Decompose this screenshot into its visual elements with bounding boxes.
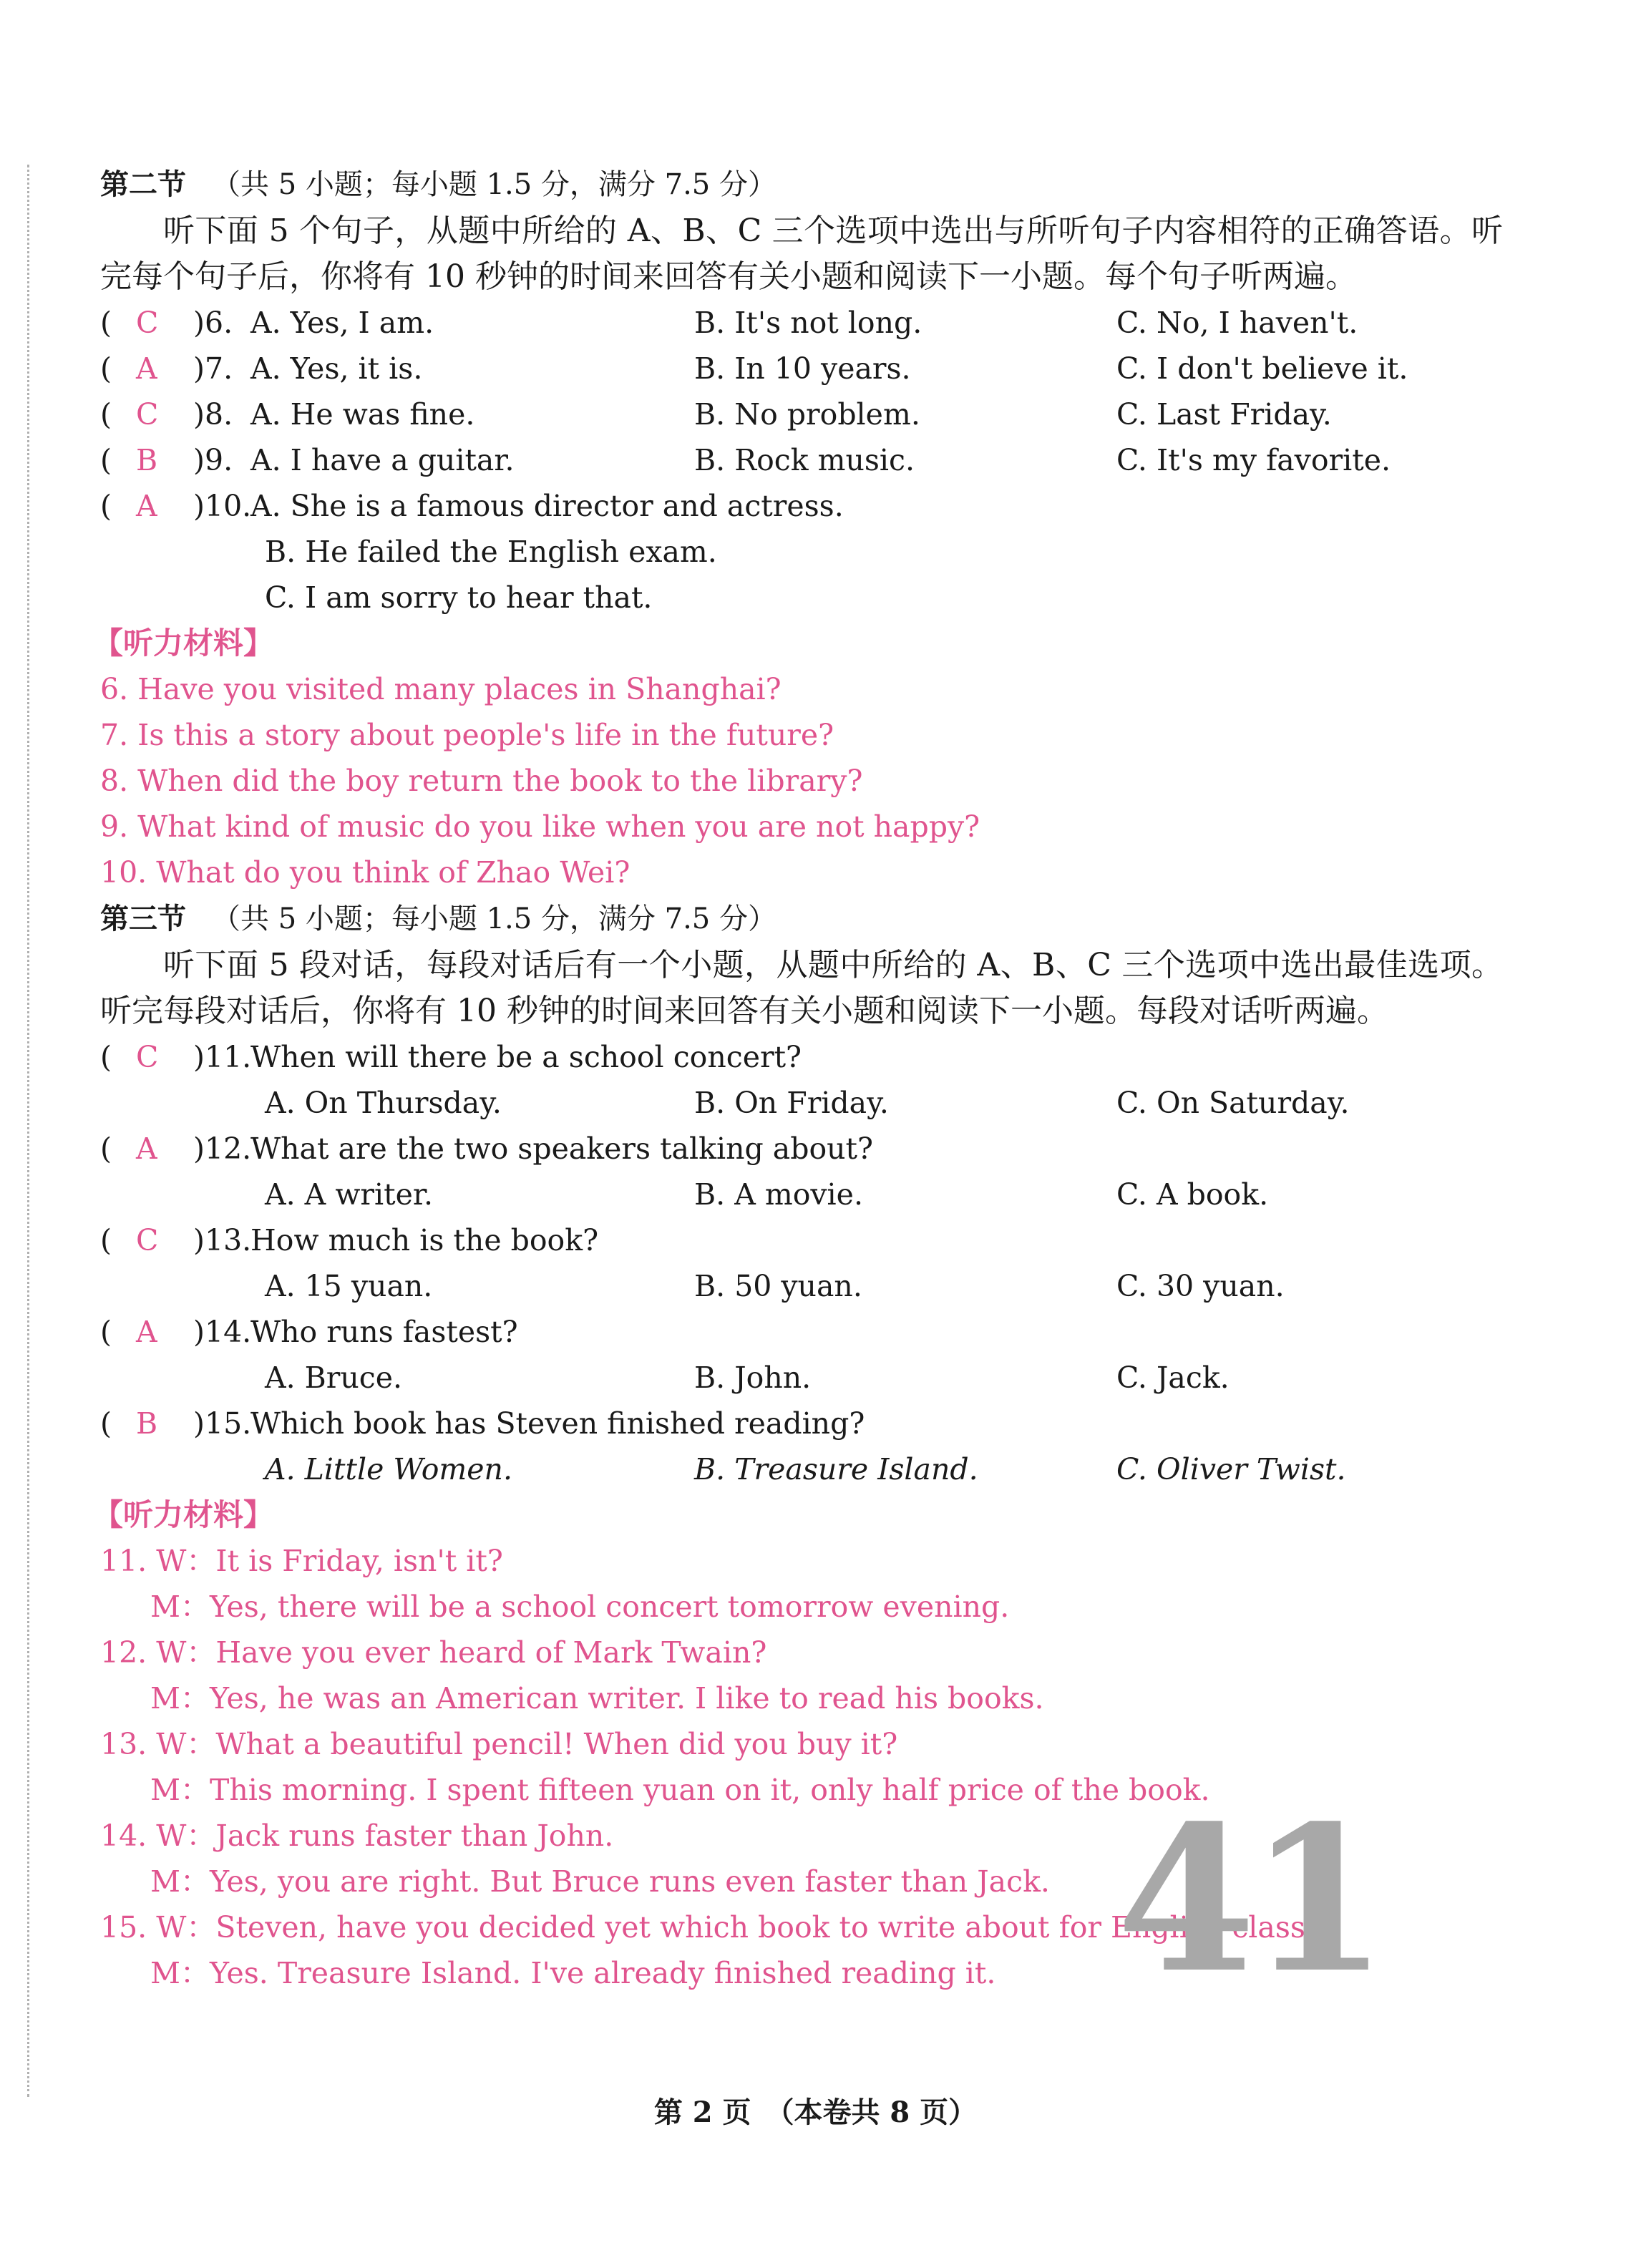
dialogue-man-line: M：Yes, there will be a school concert tomorrow evening. (150, 1590, 1010, 1624)
page-number-stamp: 41 (1116, 1782, 1381, 2018)
option-a: A. A writer. (265, 1177, 433, 1212)
option-b: B. Treasure Island. (694, 1452, 978, 1486)
option-a: A. Little Women. (265, 1452, 512, 1486)
option-c: C. On Saturday. (1116, 1086, 1350, 1120)
option-c: C. I don't believe it. (1116, 351, 1408, 386)
question-text: What are the two speakers talking about? (250, 1131, 873, 1166)
option-b: B. No problem. (694, 397, 920, 432)
question-text: How much is the book? (250, 1223, 599, 1257)
question-number: )13. (193, 1223, 252, 1257)
options-row (100, 1355, 1503, 1401)
question-row (100, 437, 1503, 483)
section-3-title: 第三节 (100, 902, 186, 935)
answer-letter: B (136, 1406, 158, 1441)
question-row (100, 391, 1503, 437)
option-b: B. In 10 years. (694, 351, 911, 386)
option-c: C. A book. (1116, 1177, 1269, 1212)
answer-bracket: ( A )14. (100, 1309, 250, 1355)
dialogue-woman-line: 12. W：Have you ever heard of Mark Twain? (100, 1635, 767, 1670)
question-text: Which book has Steven finished reading? (250, 1406, 865, 1441)
option-c: C. Jack. (1116, 1361, 1230, 1395)
answer-letter: C (136, 306, 159, 340)
option-b: B. He failed the English exam. (265, 535, 717, 569)
question-text: Who runs fastest? (250, 1315, 518, 1349)
question-number: )8. (193, 397, 233, 432)
question-row (100, 1401, 1503, 1446)
question-number: )15. (193, 1406, 252, 1441)
answer-letter: A (136, 351, 157, 386)
question-number: )12. (193, 1131, 252, 1166)
option-c: C. 30 yuan. (1116, 1269, 1285, 1303)
question-row (100, 483, 1503, 529)
answer-letter: A (136, 1131, 157, 1166)
option-b: B. A movie. (694, 1177, 863, 1212)
section-2-title: 第二节 (100, 167, 186, 201)
page-footer: 第 2 页 （本卷共 8 页） (653, 2096, 978, 2129)
option-a: A. She is a famous director and actress. (250, 489, 844, 523)
question-number: )11. (193, 1040, 252, 1074)
answer-letter: A (136, 1315, 157, 1349)
answer-bracket: ( C )6. (100, 300, 250, 346)
question-number: )7. (193, 351, 233, 386)
question-number: )14. (193, 1315, 252, 1349)
question-row (100, 1217, 1503, 1263)
question-row (100, 1309, 1503, 1355)
listening-line: 7. Is this a story about people's life in the future? (100, 718, 834, 752)
options-row (100, 1080, 1503, 1126)
answer-bracket: ( C )13. (100, 1217, 250, 1263)
answer-letter: C (136, 1040, 159, 1074)
section-3-intro: 听下面 5 段对话，每段对话后有一个小题，从题中所给的 A、B、C 三个选项中选出最佳选项。听完每段对话后，你将有 10 秒钟的时间来回答有关小题和阅读下一小题。每段对话听两遍。 (100, 947, 1503, 1029)
section-3-note: （共 5 小题；每小题 1.5 分，满分 7.5 分） (212, 902, 776, 935)
question-row (100, 1034, 1503, 1080)
exam-page (93, 161, 1503, 1996)
option-b: B. John. (694, 1361, 812, 1395)
options-row (100, 1446, 1503, 1492)
option-b: B. On Friday. (694, 1086, 889, 1120)
answer-bracket: ( A )7. (100, 346, 250, 391)
answer-bracket: ( B )15. (100, 1401, 250, 1446)
option-a: A. On Thursday. (265, 1086, 502, 1120)
listening-line: 8. When did the boy return the book to the library? (100, 764, 863, 798)
answer-bracket: ( C )8. (100, 391, 250, 437)
option-a: A. Yes, it is. (250, 351, 423, 386)
dialogue-woman-line: 14. W：Jack runs faster than John. (100, 1819, 614, 1853)
section-2-intro: 听下面 5 个句子，从题中所给的 A、B、C 三个选项中选出与所听句子内容相符的正确答语。听完每个句子后，你将有 10 秒钟的时间来回答有关小题和阅读下一小题。每个句子听两遍。 (100, 213, 1503, 295)
option-a: A. I have a guitar. (250, 443, 515, 477)
option-a: A. Yes, I am. (250, 306, 434, 340)
option-b: B. 50 yuan. (694, 1269, 862, 1303)
section-2-heading (100, 161, 1503, 208)
options-row (100, 1172, 1503, 1217)
listening-line: 9. What kind of music do you like when you are not happy? (100, 809, 980, 844)
listening-line: 6. Have you visited many places in Shanghai? (100, 672, 782, 706)
question-row (100, 1126, 1503, 1172)
option-c: C. Oliver Twist. (1116, 1452, 1346, 1486)
section-2-note: （共 5 小题；每小题 1.5 分，满分 7.5 分） (212, 168, 776, 201)
option-c: C. Last Friday. (1116, 397, 1332, 432)
question-number: )10. (193, 489, 252, 523)
dialogue-woman-line: 11. W：It is Friday, isn't it? (100, 1544, 503, 1578)
answer-bracket: ( C )11. (100, 1034, 250, 1080)
listening-material-title: 【听力材料】 (93, 626, 274, 661)
dialogue-woman-line: 13. W：What a beautiful pencil! When did you buy it? (100, 1727, 898, 1761)
option-c: C. No, I haven't. (1116, 306, 1358, 340)
option-a: A. He was fine. (250, 397, 475, 432)
question-row (100, 346, 1503, 391)
option-c: C. I am sorry to hear that. (265, 580, 653, 615)
question-row (100, 300, 1503, 346)
listening-material-title: 【听力材料】 (93, 1497, 274, 1532)
dialogue-man-line: M：This morning. I spent fifteen yuan on it, only half price of the book. (150, 1773, 1210, 1807)
answer-letter: C (136, 1223, 159, 1257)
dialogue-man-line: M：Yes, you are right. But Bruce runs even faster than Jack. (150, 1864, 1050, 1899)
answer-bracket: ( A )12. (100, 1126, 250, 1172)
option-b: B. Rock music. (694, 443, 915, 477)
question-number: )6. (193, 306, 233, 340)
option-b: B. It's not long. (694, 306, 922, 340)
dialogue-man-line: M：Yes, he was an American writer. I like to read his books. (150, 1681, 1044, 1715)
option-c: C. It's my favorite. (1116, 443, 1391, 477)
option-a: A. 15 yuan. (265, 1269, 433, 1303)
dialogue-woman-line: 15. W：Steven, have you decided yet which book to write about for English class? (100, 1910, 1321, 1945)
answer-letter: A (136, 489, 157, 523)
binding-margin-line (27, 165, 29, 2097)
options-row (100, 1263, 1503, 1309)
answer-letter: C (136, 397, 159, 432)
dialogue-man-line: M：Yes. Treasure Island. I've already finished reading it. (150, 1956, 996, 1990)
section-3-heading (100, 895, 1503, 943)
answer-bracket: ( B )9. (100, 437, 250, 483)
question-number: )9. (193, 443, 233, 477)
question-text: When will there be a school concert? (250, 1040, 802, 1074)
answer-bracket: ( A )10. (100, 483, 250, 529)
answer-letter: B (136, 443, 158, 477)
listening-line: 10. What do you think of Zhao Wei? (100, 855, 631, 890)
option-a: A. Bruce. (265, 1361, 403, 1395)
